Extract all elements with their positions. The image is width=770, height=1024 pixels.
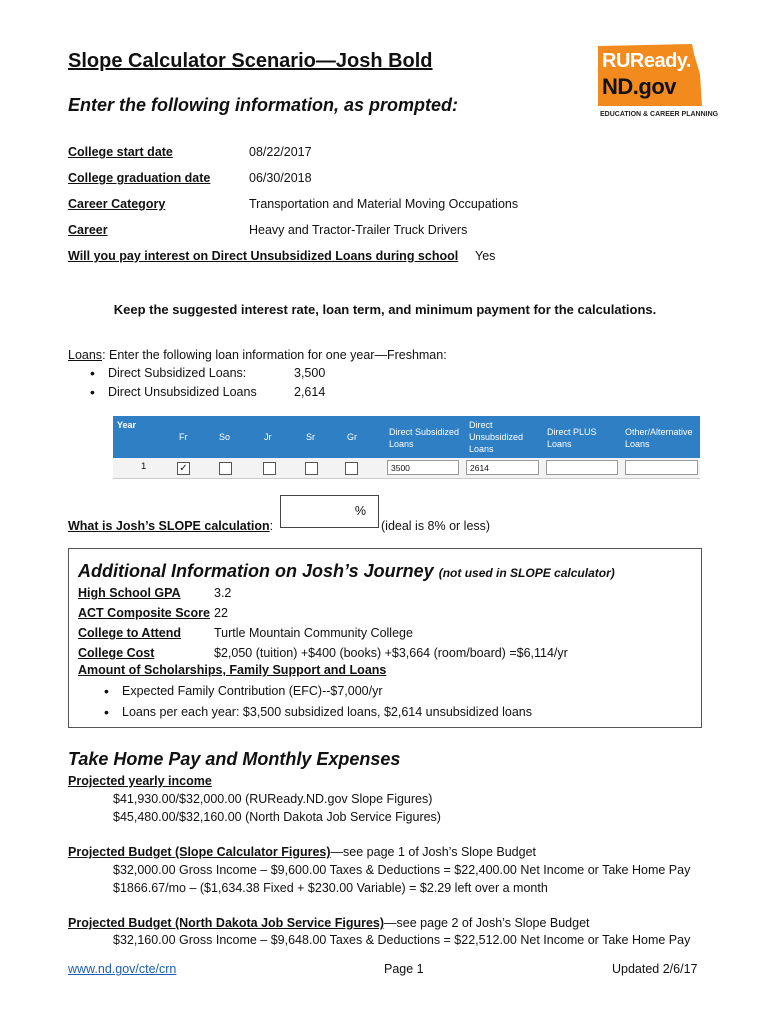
info-value: $2,050 (tuition) +$400 (books) +$3,664 (room/board) =$6,114/yr [214,646,568,660]
additional-note: (not used in SLOPE calculator) [438,566,615,580]
info-value: Turtle Mountain Community College [214,626,413,640]
checkbox-sr[interactable] [305,462,318,475]
logo-brand-top: RUReady. [602,50,691,72]
list-item: • Loans per each year: $3,500 subsidized loans, $2,614 unsubsidized loans [100,705,660,726]
info-value: 3.2 [214,586,232,600]
field-label: Career Category [68,197,166,211]
slope-question [68,519,273,533]
support-list [100,684,660,726]
income-line: $45,480.00/$32,160.00 (North Dakota Job Service Figures) [113,810,441,824]
field-career-category [68,197,708,213]
col-gr: Gr [347,432,357,442]
info-label: High School GPA [78,586,181,600]
percent-sign: % [354,504,366,518]
budget1-heading [68,845,536,859]
support-label: Amount of Scholarships, Family Support and Loans [78,663,387,677]
field-value: Yes [475,249,496,263]
loans-label: Loans [68,348,103,362]
loan-name: Direct Subsidized Loans: [108,366,247,380]
col-direct-subsidized: Direct Subsidized Loans [389,427,460,449]
col-so: So [219,432,231,442]
table-row [113,458,700,479]
col-other-loans: Other/Alternative Loans [625,427,693,449]
input-other-loans[interactable] [625,460,698,475]
logo-tagline: EDUCATION & CAREER PLANNING [600,111,719,118]
info-label: College Cost [78,646,155,660]
list-item [86,385,386,404]
col-sr: Sr [306,432,315,442]
info-row [78,626,688,642]
loan-amount: 2,614 [294,385,326,399]
budget1-suffix: —see page 1 of Josh’s Slope Budget [330,845,537,859]
slope-input[interactable] [280,495,379,528]
col-direct-plus: Direct PLUS Loans [547,427,597,449]
list-item: • Expected Family Contribution (EFC)--$7,000/yr [100,684,660,705]
info-row [78,606,688,622]
loan-amount: 3,500 [294,366,326,380]
info-label: College to Attend [78,626,182,640]
loan-name: Direct Unsubsidized Loans [108,385,257,399]
page-subtitle: Enter the following information, as prompted: [68,95,458,115]
field-value: 06/30/2018 [249,171,312,185]
checkbox-fr[interactable]: ✓ [177,462,190,475]
input-direct-unsubsidized[interactable]: 2614 [466,460,539,475]
input-direct-plus[interactable] [546,460,618,475]
pay-heading: Take Home Pay and Monthly Expenses [68,749,401,769]
budget2-suffix: —see page 2 of Josh’s Slope Budget [384,916,590,930]
list-item [86,366,386,385]
additional-heading-text: Additional Information on Josh’s Journey [78,561,434,581]
budget1-line: $1866.67/mo – ($1,634.38 Fixed + $230.00 Variable) = $2.29 left over a month [113,881,548,895]
budget1-line: $32,000.00 Gross Income – $9,600.00 Taxes & Deductions = $22,400.00 Net Income or Take Home Pay [113,863,691,877]
budget2-line: $32,160.00 Gross Income – $9,648.00 Taxes & Deductions = $22,512.00 Net Income or Take Home Pay [113,933,691,947]
field-value: Transportation and Material Moving Occupations [249,197,519,211]
info-row [78,586,688,602]
field-label: College graduation date [68,171,211,185]
col-direct-unsubsidized: Direct Unsubsidized Loans [469,420,524,454]
field-career [68,223,708,239]
updated-date: Updated 2/6/17 [612,962,698,976]
loans-intro-text: : Enter the following loan information for one year—Freshman: [102,348,447,362]
loans-list [86,366,386,404]
field-label: Will you pay interest on Direct Unsubsidized Loans during school [68,249,459,263]
info-value: 22 [214,606,228,620]
checkbox-so[interactable] [219,462,232,475]
field-label: College start date [68,145,173,159]
slope-question-text: What is Josh’s SLOPE calculation [68,519,270,533]
info-row [78,646,688,662]
additional-heading [78,561,615,582]
slope-colon: : [269,519,274,533]
ruready-logo[interactable] [596,44,719,124]
info-label: ACT Composite Score [78,606,210,620]
field-pay-interest [68,249,708,265]
budget1-label: Projected Budget (Slope Calculator Figures) [68,845,331,859]
additional-info-box [68,548,702,728]
budget2-heading [68,916,590,930]
checkbox-jr[interactable] [263,462,276,475]
calculation-note: Keep the suggested interest rate, loan term, and minimum payment for the calculations. [113,302,657,317]
col-fr: Fr [179,432,188,442]
income-label: Projected yearly income [68,774,212,788]
col-year: Year [117,420,137,430]
row-year: 1 [141,461,147,472]
col-jr: Jr [264,432,272,442]
field-value: 08/22/2017 [249,145,312,159]
loan-table-header [113,416,700,458]
field-value: Heavy and Tractor-Trailer Truck Drivers [249,223,468,237]
field-college-start [68,145,708,161]
input-direct-subsidized[interactable]: 3500 [387,460,459,475]
income-line: $41,930.00/$32,000.00 (RUReady.ND.gov Slope Figures) [113,792,433,806]
field-label: Career [68,223,108,237]
checkbox-gr[interactable] [345,462,358,475]
loans-intro [68,348,447,362]
page-number: Page 1 [384,962,424,976]
loan-table [113,416,700,479]
logo-brand-mid: ND.gov [602,74,676,99]
page-title: Slope Calculator Scenario—Josh Bold [68,50,433,72]
slope-hint: (ideal is 8% or less) [381,519,491,533]
field-college-graduation [68,171,708,187]
budget2-label: Projected Budget (North Dakota Job Service Figures) [68,916,385,930]
footer-link[interactable]: www.nd.gov/cte/crn [68,962,177,976]
